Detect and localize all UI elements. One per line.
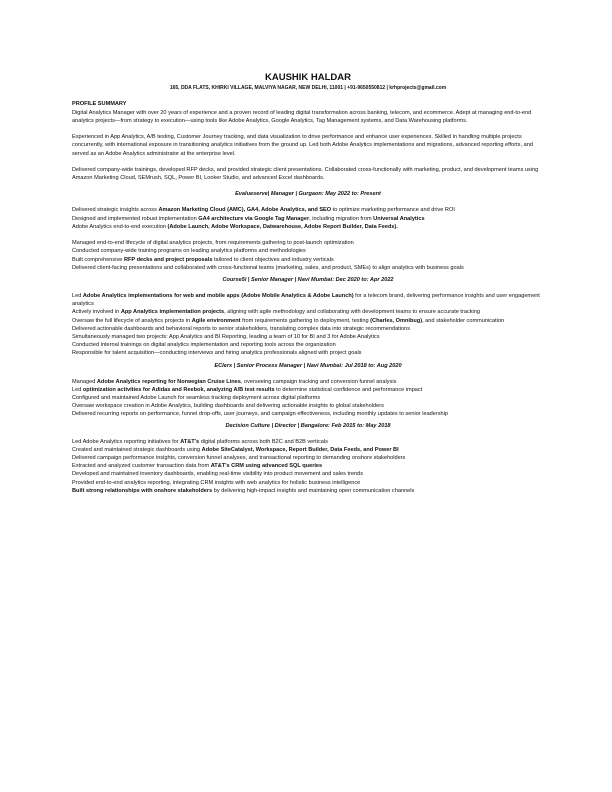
section-title: PROFILE SUMMARY (72, 101, 127, 107)
job-bullet: Delivered campaign performance insights, conversion funnel analyses, and transactional reporting to demanding onshore stakeholders (72, 454, 406, 461)
job-bullet: Led optimization activities for Adidas and Reebok, analyzing A/B test results to determine statistical confidence and performance impact (72, 386, 423, 393)
job-heading: Course5i | Senior Manager | Navi Mumbai: Dec 2020 to: Apr 2022 (222, 276, 394, 283)
job-bullet: Oversaw workspace creation in Adobe Analytics, building dashboards and delivering actionable insights to global stakeholders (72, 403, 384, 410)
job-bullet: Delivered actionable dashboards and behavioral reports to senior stakeholders, translating complex data into strategic recommendations (72, 325, 410, 332)
job-bullet: Conducted company-wide training programs on leading analytics platforms and methodologies (72, 248, 306, 255)
summary-paragraph: Experienced in App Analytics, A/B testing, Customer Journey tracking, and data visualization to drive performance and enhance user experiences. Skilled in handling multiple projects concurrently, with international exposure in transitioning analytics initiatives from the ground up. Led both Adobe Analytics implementations and migrations, advanced reporting efforts, and served as an Adobe Analytics administrator at the enterprise level. (72, 134, 533, 157)
job-bullet: Configured and maintained Adobe Launch for seamless tracking deployment across digital platforms (72, 394, 321, 401)
job-evalueserve (72, 190, 544, 271)
job-bullet: Extracted and analyzed customer transaction data from AT&T's CRM using advanced SQL queries (72, 463, 323, 470)
job-bullet: Led Adobe Analytics reporting initiatives for AT&T's digital platforms across both B2C and B2B verticals (72, 438, 328, 445)
job-bullet: Conducted internal trainings on digital analytics implementation and reporting tools across the organization (72, 342, 336, 349)
job-bullets (72, 206, 544, 231)
profile-summary-section (72, 101, 544, 182)
job-bullet: Created and maintained strategic dashboards using Adobe SiteCatalyst, Workspace, Report Builder, Data Feeds, and Power BI (72, 446, 399, 453)
contact-line: 165, DDA FLATS, KHIRKI VILLAGE, MALVIYA NAGAR, NEW DELHI, 11001 | +91-9650550812 | krhprojects@gmail.com (169, 85, 447, 91)
resume-page (72, 72, 544, 498)
job-bullet: Delivered client-facing presentations and collaborated with cross-functional teams (marketing, sales, and product, SMEs) to align analytics with business goals (72, 264, 464, 271)
job-bullet: Built comprehensive RFP decks and project proposals tailored to client objectives and industry verticals (72, 256, 334, 263)
job-bullet: Managed Adobe Analytics reporting for Norwegian Cruise Lines, overseeing campaign tracking and conversion funnel analysis (72, 378, 397, 385)
job-bullet: Delivered recurring reports on performance, funnel drop-offs, user journeys, and campaign effectiveness, including monthly updates to senior leadership (72, 411, 449, 418)
job-bullet: Designed and implemented robust implementation GA4 architecture via Google Tag Manager, including migration from Universal Analytics (72, 215, 425, 222)
job-bullet: Led Adobe Analytics implementations for web and mobile apps (Adobe Mobile Analytics & Adobe Launch) for a telecom brand, delivering performance insights and user engagement analytics (72, 292, 540, 308)
job-bullet: Delivered strategic insights across Amazon Marketing Cloud (AMC), GA4, Adobe Analytics, and SEO to optimize marketing performance and drive ROI (72, 207, 455, 214)
summary-paragraph: Delivered company-wide trainings, developed RFP decks, and provided strategic client presentations. Collaborated cross-functionally with marketing, product, and development teams using Amazon Marketing Cloud, SEMrush, SQL, Power BI, Looker Studio, and advanced Excel dashboards. (72, 166, 539, 182)
job-bullet: Oversaw the full lifecycle of analytics projects in Agile environment from requirements gathering to deployment, testing (Charles, Omnibug), and stakeholder communication (72, 317, 505, 324)
job-bullets (72, 378, 544, 419)
job-bullets (72, 292, 544, 358)
job-bullets (72, 239, 544, 272)
job-bullet: Built strong relationships with onshore stakeholders by delivering high-impact insights and maintaining open communication channels (72, 487, 415, 494)
job-decision-culture (72, 422, 544, 495)
job-heading: Decision Culture | Director | Bangalore: Feb 2015 to: May 2018 (225, 422, 391, 429)
job-course5i (72, 276, 544, 358)
candidate-name: KAUSHIK HALDAR (264, 72, 352, 83)
job-bullet: Developed and maintained inventory dashboards, enabling real-time visibility into product movement and sales trends (72, 471, 364, 478)
job-heading: Evalueserve| Manager | Gurgaon: May 2022 to: Present (235, 191, 381, 198)
job-bullet: Responsible for talent acquisition—conducting interviews and hiring analytics professionals aligned with project goals (72, 350, 362, 357)
job-bullet: Managed end-to-end lifecycle of digital analytics projects, from requirements gathering to post-launch optimization (72, 240, 354, 247)
job-bullet: Actively involved in App Analytics implementation projects, aligning with agile methodology and collaborating with development teams to ensure accurate tracking (72, 309, 481, 316)
summary-paragraph: Digital Analytics Manager with over 20 years of experience and a proven record of leading digital transformation across banking, telecom, and ecommerce. Adept at managing end-to-end analytics projects—from strategy to execution—using tools like Adobe Analytics, Google Analytics, Tag Management systems, and Data Warehousing platforms. (72, 109, 532, 124)
job-bullets (72, 438, 544, 495)
job-bullet: Simultaneously managed two projects: App Analytics and BI Reporting, leading a team of 10 for BI and 3 for Adobe Analytics (72, 333, 380, 340)
job-bullet: Provided end-to-end analytics reporting, integrating CRM insights with web analytics for holistic business intelligence (72, 479, 361, 486)
job-bullet: Adobe Analytics end-to-end execution (Adobe Launch, Adobe Workspace, Datwarehouse, Adobe Report Builder, Data Feeds). (72, 223, 398, 230)
job-eclerx (72, 362, 544, 419)
job-heading: EClerx | Senior Process Manager | Navi Mumbai: Jul 2018 to: Aug 2020 (214, 362, 402, 369)
